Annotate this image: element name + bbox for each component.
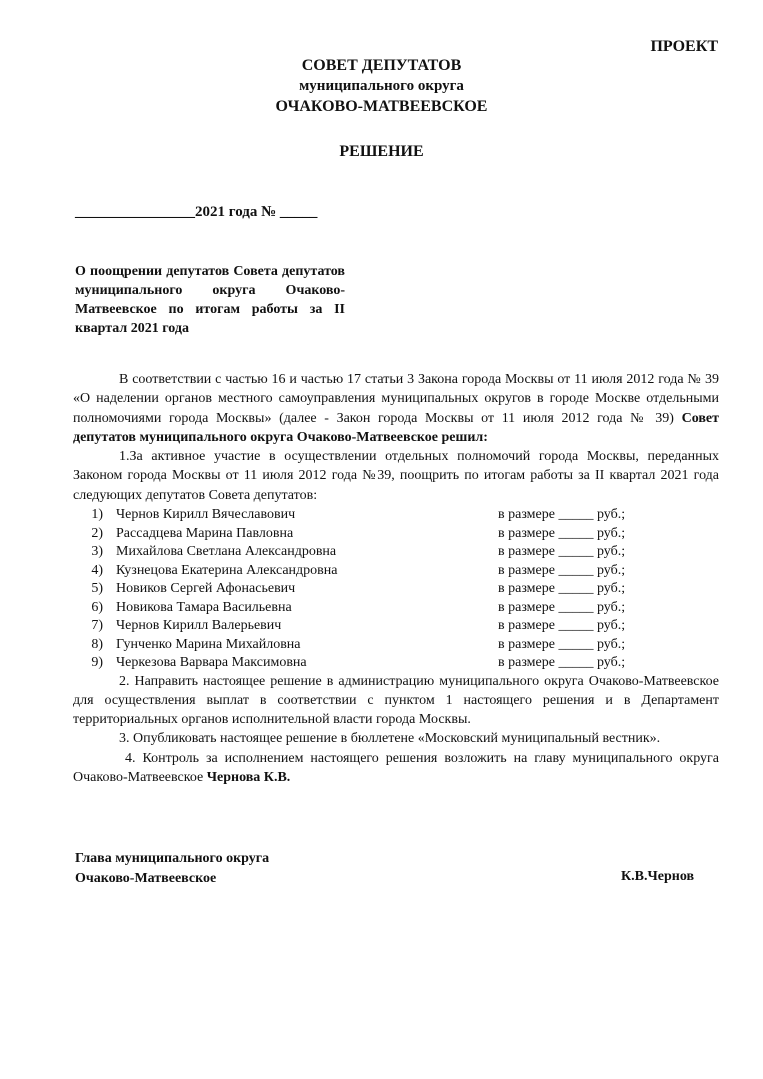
item-4-bold: Чернова К.В. — [206, 770, 291, 786]
date-number-line: ________________2021 года № _____ — [75, 204, 318, 220]
list-item-number: 7) — [91, 618, 103, 634]
list-item-amount: в размере _____ руб.; — [498, 581, 626, 597]
list-item-amount: в размере _____ руб.; — [498, 655, 626, 671]
list-item — [73, 524, 719, 543]
list-item — [73, 542, 719, 561]
item-3: 3. Опубликовать настоящее решение в бюллетене «Московский муниципальный вестник». — [119, 731, 661, 747]
deputies-list — [73, 505, 719, 672]
document-type: РЕШЕНИЕ — [339, 143, 424, 160]
list-item-name: Рассадцева Марина Павловна — [116, 525, 294, 541]
list-item — [73, 635, 719, 654]
decision-subject: О поощрении депутатов Совета депутатов муниципального округа Очаково-Матвеевское по итогам работы за II квартал 2021 года — [75, 264, 345, 336]
list-item-amount: в размере _____ руб.; — [498, 636, 626, 652]
decision-body — [73, 370, 719, 787]
list-item-name: Черкезова Варвара Максимовна — [116, 655, 307, 671]
list-item-number: 4) — [91, 562, 103, 578]
list-item-name: Новикова Тамара Васильевна — [116, 599, 292, 615]
list-item-number: 5) — [91, 581, 103, 597]
list-item — [73, 579, 719, 598]
list-item-amount: в размере _____ руб.; — [498, 618, 626, 634]
list-item-name: Михайлова Светлана Александровна — [116, 544, 337, 560]
list-item-amount: в размере _____ руб.; — [498, 507, 626, 523]
signature-title — [75, 849, 269, 889]
list-item — [73, 598, 719, 617]
signature-title-line-1: Глава муниципального округа — [75, 851, 270, 866]
list-item-name: Кузнецова Екатерина Александровна — [116, 562, 338, 578]
list-item-number: 8) — [91, 636, 103, 652]
list-item-name: Чернов Кирилл Валерьевич — [116, 618, 282, 634]
district-type: муниципального округа — [299, 78, 464, 94]
list-item — [73, 653, 719, 672]
preamble-text: В соответствии с частью 16 и частью 17 статьи 3 Закона города Москвы от 11 июля 2012 года № 39 «О наделении органов местного самоуправления муниципальных округов в городе Москве отдельными полномочиями города Москвы» (далее - Закон города Москвы от 11 июля 2012 года № 39) — [73, 372, 719, 426]
list-item-amount: в размере _____ руб.; — [498, 599, 626, 615]
signature-name: К.В.Чернов — [621, 869, 695, 884]
list-item-amount: в размере _____ руб.; — [498, 525, 626, 541]
list-item-number: 3) — [91, 544, 103, 560]
item-4-text: 4. Контроль за исполнением настоящего решения возложить на главу муниципального округа Очаково-Матвеевское — [73, 750, 719, 786]
list-item — [73, 616, 719, 635]
district-name: ОЧАКОВО-МАТВЕЕВСКОЕ — [275, 98, 488, 115]
item-2: 2. Направить настоящее решение в администрацию муниципального округа Очаково-Матвеевское для осуществления выплат в соответствии с пунктом 1 настоящего решения и в Департамент территориальных органов исполнительной власти города Москвы. — [73, 673, 719, 728]
preamble — [73, 370, 719, 447]
list-item-name: Гунченко Марина Михайловна — [116, 636, 301, 652]
item-1: 1.За активное участие в осуществлении отдельных полномочий города Москвы, переданных Законом города Москвы от 11 июля 2012 года №39, поощрить по итогам работы за II квартал 2021 года следующих депутатов Совета депутатов: — [73, 449, 719, 503]
signature-title-line-2: Очаково-Матвеевское — [75, 871, 217, 886]
list-item-name: Чернов Кирилл Вячеславович — [116, 507, 296, 523]
list-item-number: 6) — [91, 599, 103, 615]
list-item-name: Новиков Сергей Афонасьевич — [116, 581, 296, 597]
list-item-number: 9) — [91, 655, 103, 671]
council-title: СОВЕТ ДЕПУТАТОВ — [301, 57, 462, 74]
item-4 — [73, 749, 719, 788]
preamble-bold: Совет депутатов муниципального округа Очаково-Матвеевское решил: — [73, 410, 719, 445]
draft-label: ПРОЕКТ — [650, 38, 718, 55]
list-item — [73, 561, 719, 580]
list-item-number: 1) — [91, 507, 103, 523]
list-item-amount: в размере _____ руб.; — [498, 544, 626, 560]
list-item-amount: в размере _____ руб.; — [498, 562, 626, 578]
list-item — [73, 505, 719, 524]
list-item-number: 2) — [91, 525, 103, 541]
